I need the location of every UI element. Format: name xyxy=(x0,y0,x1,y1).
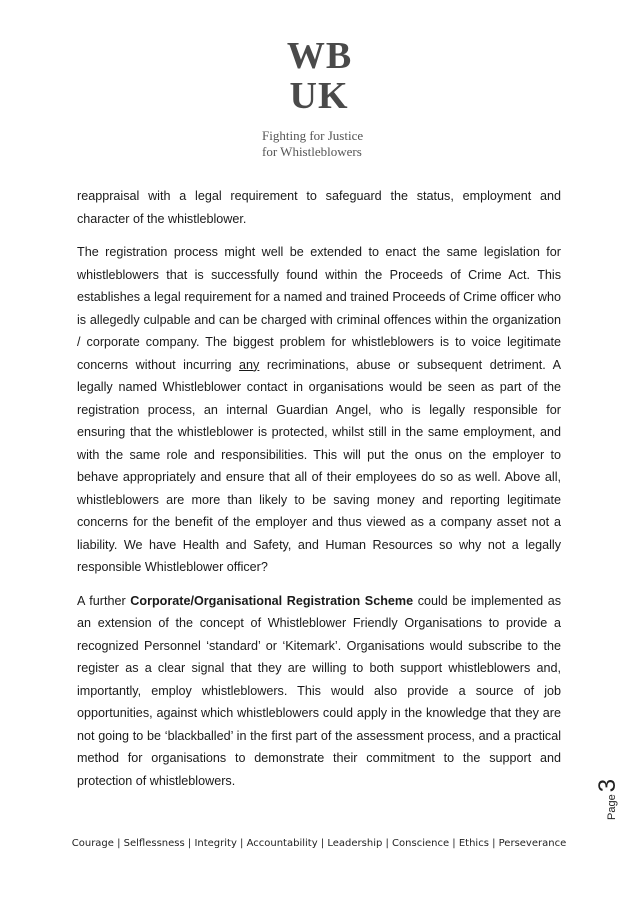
page-number-marker xyxy=(594,778,621,820)
paragraph-2-text-b: recriminations, abuse or subsequent detriment. A legally named Whistleblower contact in organisations would be seen as part of the registration process, an internal Guardian Angel, who is legally responsible for ensuring that the whistleblower is protected, whilst still in the same employment, and with the same role and responsibilities. This will put the onus on the employer to behave appropriately and ensure that all of their employees do so as well. Above all, whistleblowers are more than likely to be saving money and reporting legitimate concerns for the benefit of the employer and thus viewed as a company asset not a liability. We have Health and Safety, and Human Resources so why not a legally responsible Whistleblower officer? xyxy=(77,357,562,574)
tagline-line-2: for Whistleblowers xyxy=(262,144,362,159)
tagline-line-1: Fighting for Justice xyxy=(262,128,364,143)
paragraph-1-text: reappraisal with a legal requirement to safeguard the status, employment and character of the whistleblower. xyxy=(77,189,561,226)
paragraph-3-text-a: A further xyxy=(77,593,131,608)
paragraph-2 xyxy=(77,241,561,579)
tagline xyxy=(262,128,363,160)
page-number: 3 xyxy=(594,778,621,793)
logo-line-uk: UK xyxy=(289,75,349,117)
body-text xyxy=(77,185,561,803)
paragraph-2-text-a: The registration process might well be extended to enact the same legislation for whistleblowers that is successfully found within the Proceeds of Crime Act. This establishes a legal requirement for a named and trained Proceeds of Crime officer who is allegedly culpable and can be charged with criminal offences within the organization / corporate company. The biggest problem for whistleblowers is to voice legitimate concerns without incurring xyxy=(77,245,561,372)
footer-values: Courage | Selflessness | Integrity | Accountability | Leadership | Conscience | Ethics | Perseverance xyxy=(71,838,567,849)
paragraph-3 xyxy=(77,590,561,793)
paragraph-1 xyxy=(77,185,561,230)
paragraph-3-text-b: could be implemented as an extension of the concept of Whistleblower Friendly Organisations to provide a recognized Personnel ‘standard’ or ‘Kitemark’. Organisations would subscribe to the register as a clear signal that they are willing to both support whistleblowers and, importantly, employ whistleblowers. This would also provide a source of job opportunities, against which whistleblowers could apply in the knowledge that they are not going to be ‘blackballed’ in the first part of the assessment process, and a practical method for organisations to demonstrate their commitment to the support and protection of whistleblowers. xyxy=(77,593,561,788)
page-label: Page xyxy=(606,794,618,820)
logo-line-wb: WB xyxy=(286,35,353,77)
logo xyxy=(0,36,638,116)
underlined-word-any: any xyxy=(239,357,260,372)
bold-scheme-name: Corporate/Organisational Registration Scheme xyxy=(130,593,414,608)
